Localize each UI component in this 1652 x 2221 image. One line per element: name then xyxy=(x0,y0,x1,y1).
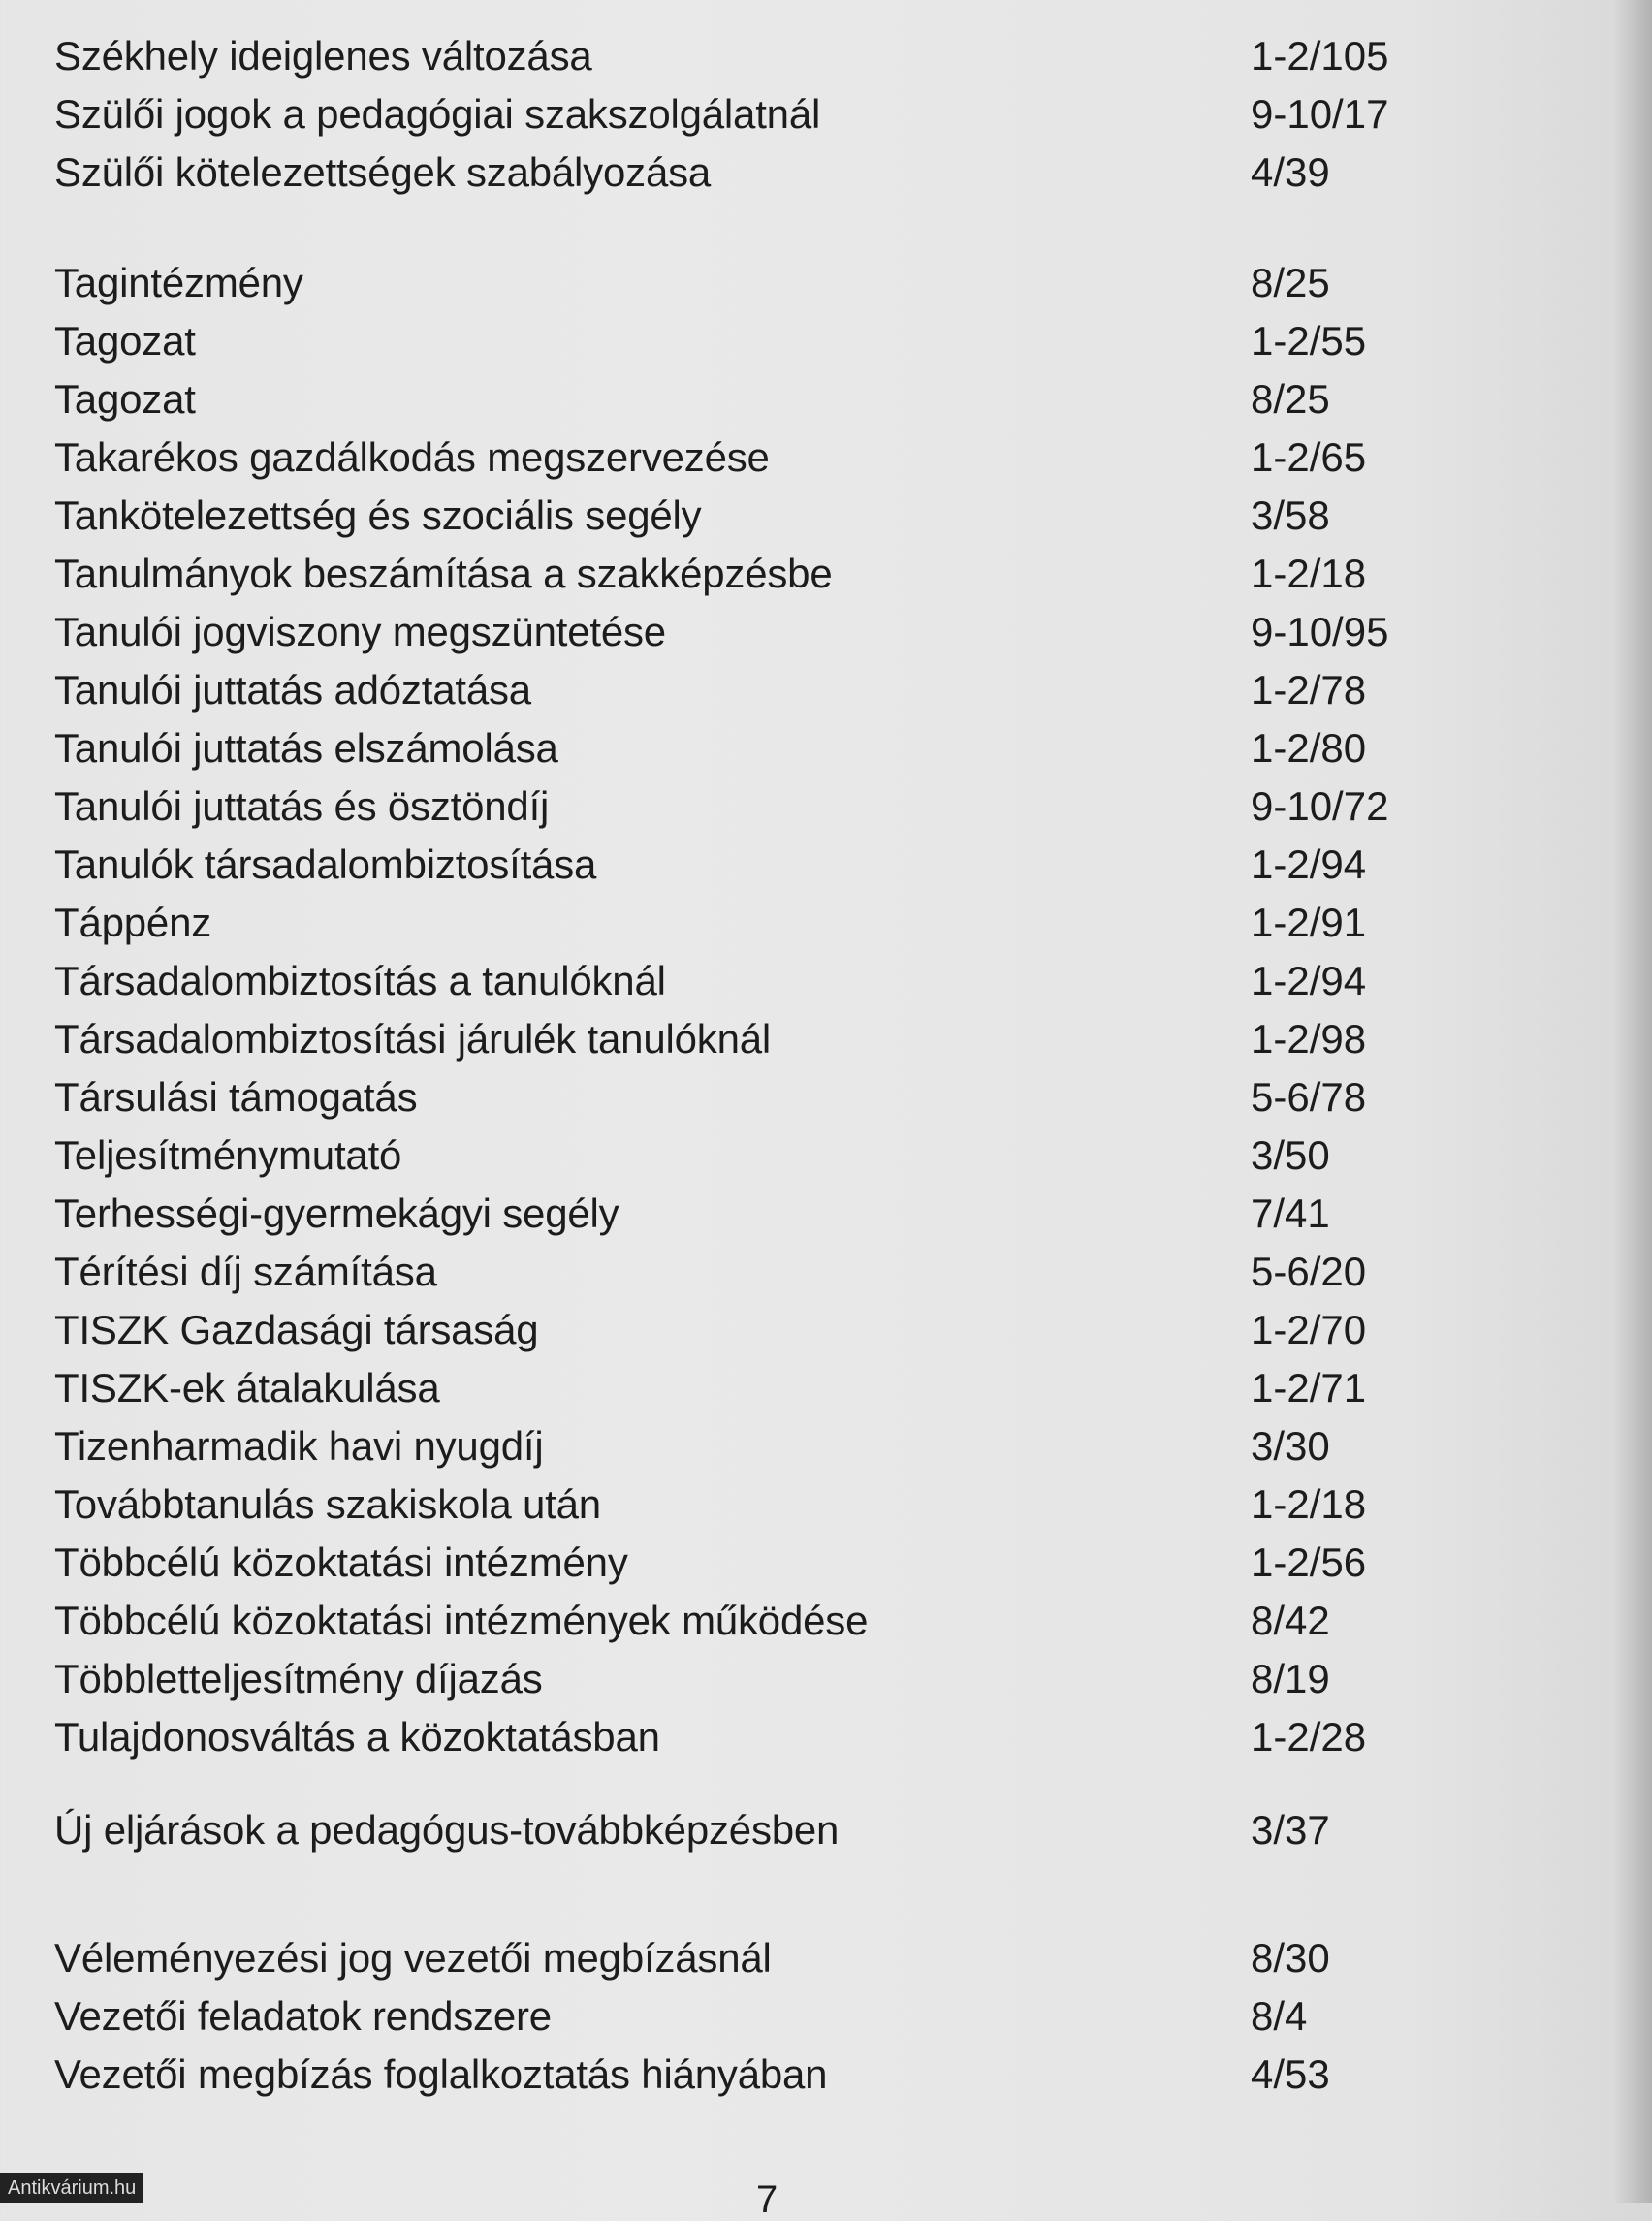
entry-reference: 1-2/98 xyxy=(1251,1016,1367,1062)
entry-term: Társulási támogatás xyxy=(54,1074,418,1120)
entry-reference: 9-10/17 xyxy=(1251,91,1389,137)
entry-reference: 1-2/94 xyxy=(1251,841,1367,887)
entry-reference: 1-2/65 xyxy=(1251,434,1367,480)
entry-reference: 1-2/78 xyxy=(1251,667,1367,713)
entry-reference: 8/4 xyxy=(1251,1993,1308,2039)
index-entry xyxy=(0,1987,1652,2046)
entry-reference: 9-10/95 xyxy=(1251,609,1389,654)
entry-reference: 1-2/18 xyxy=(1251,1481,1367,1527)
entry-reference: 1-2/105 xyxy=(1251,33,1389,79)
entry-term: Új eljárások a pedagógus-továbbképzésben xyxy=(54,1807,840,1853)
entry-reference: 8/42 xyxy=(1251,1598,1330,1643)
entry-term: Terhességi-gyermekágyi segély xyxy=(54,1190,620,1236)
index-entry xyxy=(0,719,1652,777)
entry-term: Társadalombiztosítás a tanulóknál xyxy=(54,958,666,1003)
index-entry xyxy=(0,1185,1652,1243)
index-entry xyxy=(0,1592,1652,1650)
index-entry xyxy=(0,1417,1652,1475)
index-group xyxy=(0,1801,1652,1859)
index-entry xyxy=(0,27,1652,85)
entry-term: Szülői jogok a pedagógiai szakszolgálatnál xyxy=(54,91,821,137)
entry-term: Tankötelezettség és szociális segély xyxy=(54,492,702,538)
entry-reference: 5-6/78 xyxy=(1251,1074,1367,1120)
entry-reference: 3/37 xyxy=(1251,1807,1330,1853)
entry-term: Térítési díj számítása xyxy=(54,1249,437,1294)
index-entry xyxy=(0,1708,1652,1766)
entry-term: Tagozat xyxy=(54,376,196,422)
entry-term: Tanulmányok beszámítása a szakképzésbe xyxy=(54,551,833,596)
entry-reference: 1-2/55 xyxy=(1251,318,1367,364)
entry-term: Tanulói juttatás és ösztöndíj xyxy=(54,783,550,829)
index-entry xyxy=(0,85,1652,143)
page-number: 7 xyxy=(756,2178,778,2221)
entry-term: Tagintézmény xyxy=(54,260,303,305)
index-entry xyxy=(0,1126,1652,1185)
entry-term: Többcélú közoktatási intézmények működése xyxy=(54,1598,869,1643)
index-entry xyxy=(0,894,1652,952)
entry-term: Teljesítménymutató xyxy=(54,1132,402,1178)
entry-term: Székhely ideiglenes változása xyxy=(54,33,592,79)
entry-term: Véleményezési jog vezetői megbízásnál xyxy=(54,1935,772,1981)
entry-reference: 1-2/28 xyxy=(1251,1714,1367,1760)
index-entry xyxy=(0,836,1652,894)
entry-reference: 9-10/72 xyxy=(1251,783,1389,829)
entry-reference: 5-6/20 xyxy=(1251,1249,1367,1294)
index-entry xyxy=(0,1929,1652,1987)
entry-term: Tulajdonosváltás a közoktatásban xyxy=(54,1714,660,1760)
index-entry xyxy=(0,143,1652,202)
entry-term: Takarékos gazdálkodás megszervezése xyxy=(54,434,770,480)
entry-reference: 3/58 xyxy=(1251,492,1330,538)
entry-term: Tanulói juttatás elszámolása xyxy=(54,725,558,771)
index-entry xyxy=(0,1010,1652,1068)
index-entry xyxy=(0,1475,1652,1534)
index-entry xyxy=(0,2046,1652,2104)
index-entry xyxy=(0,254,1652,312)
entry-term: Vezetői megbízás foglalkoztatás hiányában xyxy=(54,2051,828,2097)
index-entry xyxy=(0,603,1652,661)
index-entry xyxy=(0,952,1652,1010)
index-entry xyxy=(0,777,1652,836)
entry-term: Többletteljesítmény díjazás xyxy=(54,1656,543,1701)
entry-term: Táppénz xyxy=(54,900,212,945)
entry-reference: 1-2/70 xyxy=(1251,1307,1367,1352)
entry-reference: 3/30 xyxy=(1251,1423,1330,1469)
index-entry xyxy=(0,312,1652,370)
entry-reference: 1-2/80 xyxy=(1251,725,1367,771)
index-entry xyxy=(0,661,1652,719)
entry-reference: 8/30 xyxy=(1251,1935,1330,1981)
index-entry xyxy=(0,487,1652,545)
index-entry xyxy=(0,1534,1652,1592)
entry-reference: 3/50 xyxy=(1251,1132,1330,1178)
index-entry xyxy=(0,370,1652,428)
entry-reference: 7/41 xyxy=(1251,1190,1330,1236)
entry-term: Tagozat xyxy=(54,318,196,364)
entry-term: TISZK Gazdasági társaság xyxy=(54,1307,539,1352)
index-entry xyxy=(0,1650,1652,1708)
entry-term: Tanulók társadalombiztosítása xyxy=(54,841,597,887)
entry-term: Szülői kötelezettségek szabályozása xyxy=(54,149,712,195)
entry-reference: 8/19 xyxy=(1251,1656,1330,1701)
index-entry xyxy=(0,1801,1652,1859)
index-group xyxy=(0,27,1652,202)
entry-reference: 4/39 xyxy=(1251,149,1330,195)
entry-reference: 1-2/91 xyxy=(1251,900,1367,945)
index-entry xyxy=(0,1243,1652,1301)
entry-term: Tanulói jogviszony megszüntetése xyxy=(54,609,666,654)
entry-term: TISZK-ek átalakulása xyxy=(54,1365,440,1411)
page-edge-shadow xyxy=(1613,0,1652,2203)
entry-term: Többcélú közoktatási intézmény xyxy=(54,1539,628,1585)
index-entry xyxy=(0,1068,1652,1126)
entry-reference: 1-2/94 xyxy=(1251,958,1367,1003)
entry-reference: 1-2/71 xyxy=(1251,1365,1367,1411)
index-group xyxy=(0,254,1652,1766)
entry-term: Továbbtanulás szakiskola után xyxy=(54,1481,601,1527)
entry-term: Tizenharmadik havi nyugdíj xyxy=(54,1423,544,1469)
entry-reference: 1-2/18 xyxy=(1251,551,1367,596)
entry-term: Tanulói juttatás adóztatása xyxy=(54,667,531,713)
index-group xyxy=(0,1929,1652,2104)
entry-reference: 8/25 xyxy=(1251,376,1330,422)
entry-reference: 1-2/56 xyxy=(1251,1539,1367,1585)
index-entry xyxy=(0,545,1652,603)
watermark: Antikvárium.hu xyxy=(0,2173,143,2203)
index-entry xyxy=(0,1301,1652,1359)
entry-term: Társadalombiztosítási járulék tanulóknál xyxy=(54,1016,772,1062)
entry-reference: 4/53 xyxy=(1251,2051,1330,2097)
index-entry xyxy=(0,1359,1652,1417)
entry-reference: 8/25 xyxy=(1251,260,1330,305)
index-entry xyxy=(0,428,1652,487)
entry-term: Vezetői feladatok rendszere xyxy=(54,1993,552,2039)
